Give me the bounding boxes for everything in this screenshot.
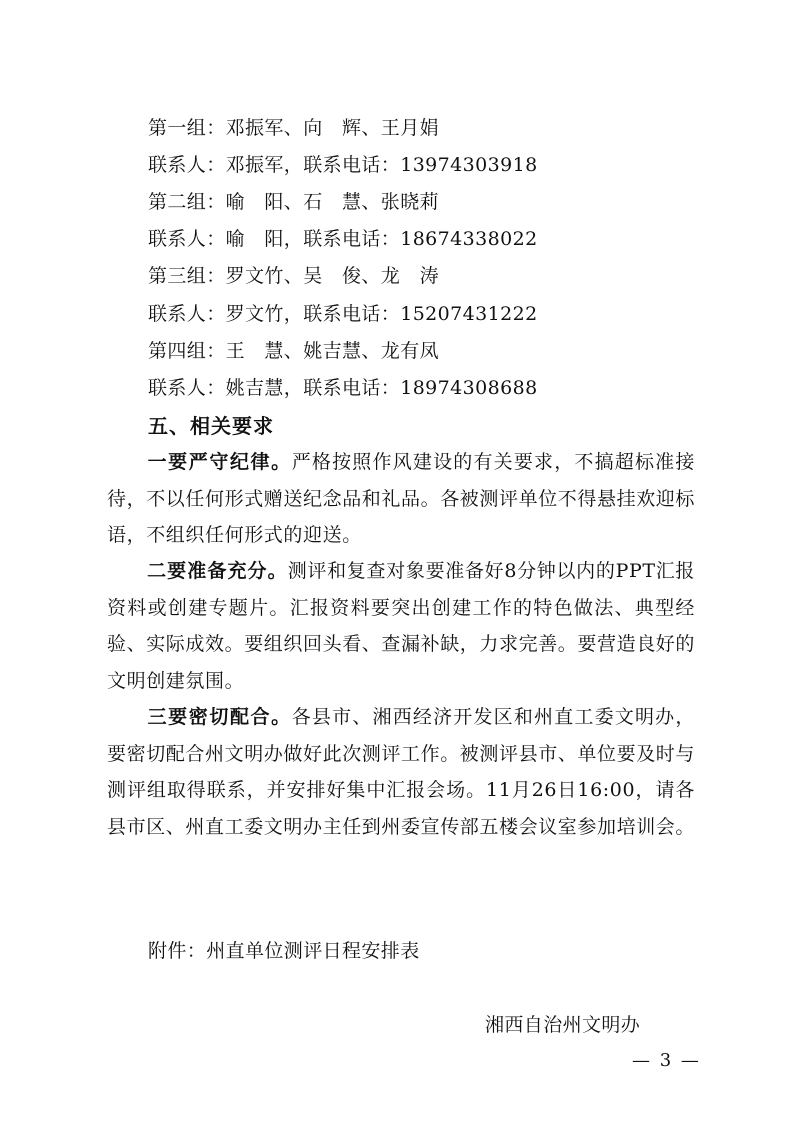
requirement-3-lead: 三要密切配合。 <box>147 706 292 728</box>
group-4-members: 第四组：王 慧、姚吉慧、龙有凤 <box>148 340 440 362</box>
attachment-note: 附件：州直单位测评日程安排表 <box>148 940 420 962</box>
requirement-2-lead: 二要准备充分。 <box>147 560 288 582</box>
group-3-members: 第三组：罗文竹、吴 俊、龙 涛 <box>148 265 440 287</box>
requirement-2 <box>107 553 695 700</box>
group-2-members: 第二组：喻 阳、石 慧、张晓莉 <box>148 191 440 213</box>
requirement-1-lead: 一要严守纪律。 <box>147 451 292 473</box>
signature: 湘西自治州文明办 <box>485 1014 641 1036</box>
page-number: — 3 — <box>632 1050 701 1071</box>
requirement-2-text: 测评和复查对象要准备好8分钟以内的PPT汇报资料或创建专题片。汇报资料要突出创建工作的特色做法、典型经验、实际成效。要组织回头看、查漏补缺，力求完善。要营造良好的文明创建氛围。 <box>107 560 696 693</box>
requirement-3 <box>107 699 695 846</box>
section-heading: 五、相关要求 <box>148 414 274 438</box>
group-3-contact: 联系人：罗文竹，联系电话：15207431222 <box>148 303 538 325</box>
group-2-contact: 联系人：喻 阳，联系电话：18674338022 <box>148 228 538 250</box>
requirement-3-text: 各县市、湘西经济开发区和州直工委文明办，要密切配合州文明办做好此次测评工作。被测评县市、单位要及时与测评组取得联系，并安排好集中汇报会场。11月26日16:00，请各县市区、州直工委文明办主任到州委宣传部五楼会议室参加培训会。 <box>107 706 696 839</box>
group-1-members: 第一组：邓振军、向 辉、王月娟 <box>148 117 440 139</box>
group-4-contact: 联系人：姚吉慧，联系电话：18974308688 <box>148 377 538 399</box>
requirement-1-text: 严格按照作风建设的有关要求，不搞超标准接待，不以任何形式赠送纪念品和礼品。各被测评单位不得悬挂欢迎标语，不组织任何形式的迎送。 <box>107 451 696 547</box>
requirement-1 <box>107 444 695 554</box>
group-1-contact: 联系人：邓振军，联系电话：13974303918 <box>148 154 538 176</box>
